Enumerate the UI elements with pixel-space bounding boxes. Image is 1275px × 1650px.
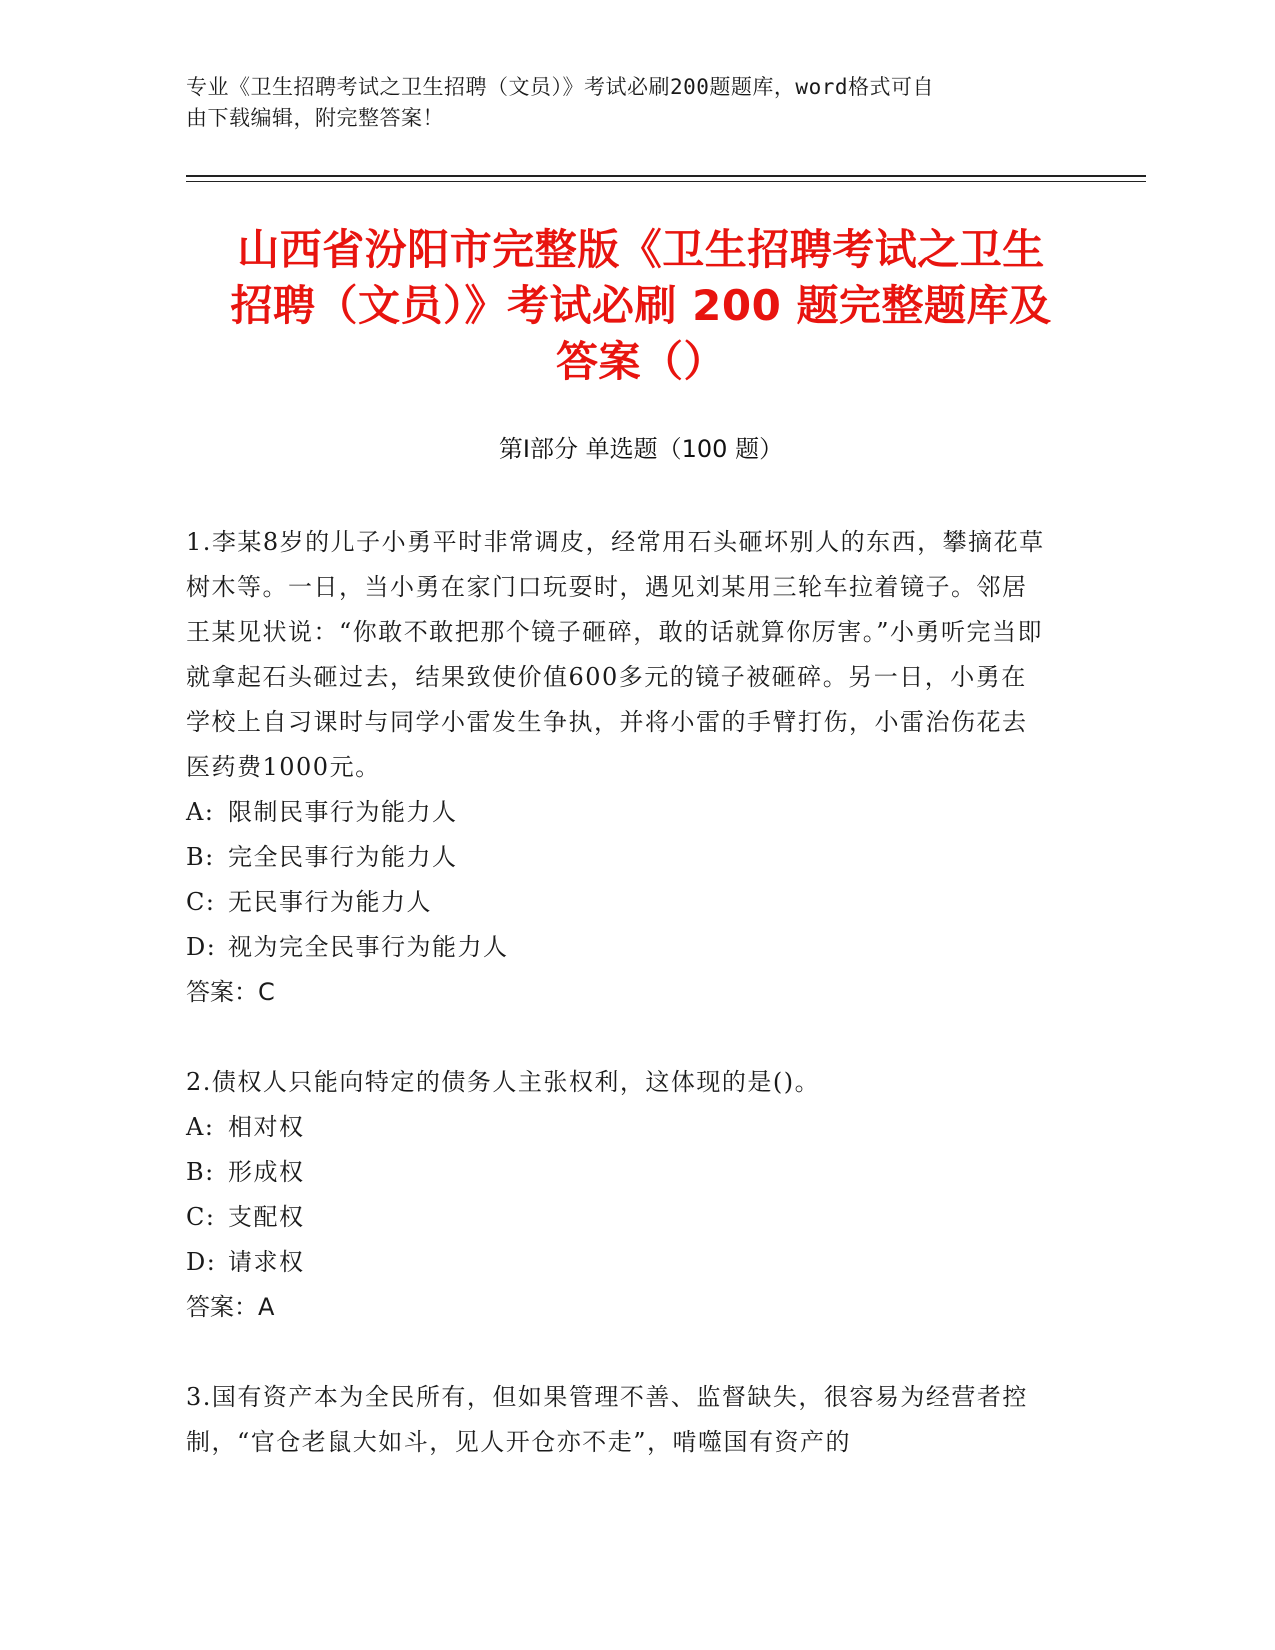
option-a: [186, 790, 1046, 835]
option-letter: C:: [186, 1203, 216, 1231]
option-d: [186, 925, 1046, 970]
option-text: 完全民事行为能力人: [228, 843, 458, 871]
option-b: [186, 1150, 1046, 1195]
answer: 答案：C: [186, 978, 275, 1006]
option-text: 视为完全民事行为能力人: [228, 933, 509, 961]
question-3: [186, 1375, 1046, 1465]
option-text: 无民事行为能力人: [228, 888, 432, 916]
document-title: [186, 222, 1096, 390]
question-list: [186, 520, 1046, 1510]
question-1: [186, 520, 1046, 1015]
option-letter: B:: [186, 1158, 215, 1186]
option-letter: A:: [186, 798, 215, 826]
option-text: 限制民事行为能力人: [228, 798, 458, 826]
option-letter: D:: [186, 1248, 217, 1276]
option-c: [186, 880, 1046, 925]
header-rule-thin: [186, 181, 1146, 182]
option-text: 请求权: [228, 1248, 305, 1276]
option-text: 相对权: [228, 1113, 305, 1141]
section-heading: 第Ⅰ部分 单选题（100 题）: [498, 435, 784, 463]
option-b: [186, 835, 1046, 880]
question-stem: 3.国有资产本为全民所有，但如果管理不善、监督缺失，很容易为经营者控制，“官仓老鼠大如斗，见人开仓亦不走”，啃噬国有资产的: [186, 1383, 1028, 1456]
option-text: 支配权: [228, 1203, 305, 1231]
title-line1: 山西省汾阳市完整版《卫生招聘考试之卫生: [237, 225, 1045, 274]
question-stem: 1.李某8岁的儿子小勇平时非常调皮，经常用石头砸坏别人的东西，攀摘花草树木等。一日，当小勇在家门口玩耍时，遇见刘某用三轮车拉着镜子。邻居王某见状说：“你敢不敢把那个镜子砸碎，敢的话就算你厉害。”小勇听完当即就拿起石头砸过去，结果致使价值600多元的镜子被砸碎。另一日，小勇在学校上自习课时与同学小雷发生争执，并将小雷的手臂打伤，小雷治伤花去医药费1000元。: [186, 528, 1045, 781]
header-rule-thick: [186, 175, 1146, 177]
header-note-line2: 由下载编辑，附完整答案！: [186, 106, 444, 130]
title-line2: 招聘（文员）》考试必刷 200 题完整题库及: [230, 281, 1052, 330]
header-note: [186, 72, 1086, 134]
option-d: [186, 1240, 1046, 1285]
question-stem: 2.债权人只能向特定的债务人主张权利，这体现的是()。: [186, 1068, 821, 1096]
question-2: [186, 1060, 1046, 1330]
title-line3: 答案（）: [555, 337, 726, 386]
option-letter: C:: [186, 888, 216, 916]
option-a: [186, 1105, 1046, 1150]
option-letter: D:: [186, 933, 217, 961]
header-note-line1: 专业《卫生招聘考试之卫生招聘（文员）》考试必刷200题题库，word格式可自: [186, 75, 934, 99]
option-letter: B:: [186, 843, 215, 871]
answer: 答案：A: [186, 1293, 275, 1321]
option-letter: A:: [186, 1113, 215, 1141]
option-c: [186, 1195, 1046, 1240]
option-text: 形成权: [228, 1158, 305, 1186]
